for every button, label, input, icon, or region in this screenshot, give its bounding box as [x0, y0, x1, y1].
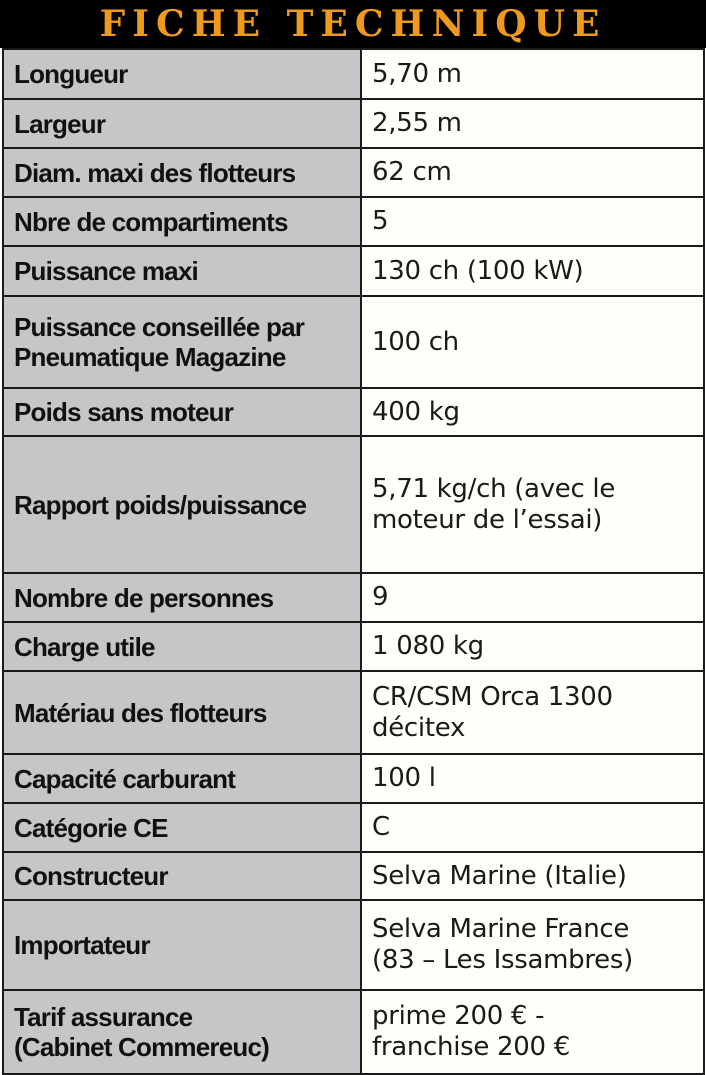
table-row-materiau — [3, 671, 704, 754]
row-label-cell — [3, 148, 361, 197]
row-label: Tarif assurance (Cabinet Commereuc) — [14, 1002, 269, 1062]
row-value-cell — [361, 99, 704, 148]
row-label-cell — [3, 388, 361, 436]
row-value-cell — [361, 852, 704, 900]
row-label: Diam. maxi des flotteurs — [14, 157, 296, 188]
spec-table — [2, 48, 705, 1075]
table-row-importateur — [3, 900, 704, 990]
row-value-cell — [361, 671, 704, 754]
row-value-cell — [361, 990, 704, 1074]
row-value-cell — [361, 436, 704, 573]
row-value: 9 — [372, 582, 389, 612]
row-value-cell — [361, 754, 704, 803]
table-row-charge — [3, 622, 704, 671]
row-value: C — [372, 812, 390, 842]
row-label: Puissance conseillée par Pneumatique Magazine — [14, 312, 305, 372]
row-label: Largeur — [14, 108, 106, 139]
row-value-cell — [361, 246, 704, 296]
table-row-longueur — [3, 49, 704, 99]
row-value-cell — [361, 148, 704, 197]
row-value: 2,55 m — [372, 108, 462, 138]
table-row-constructeur — [3, 852, 704, 900]
row-label: Nbre de compartiments — [14, 206, 288, 237]
row-value: 130 ch (100 kW) — [372, 255, 584, 286]
row-label-cell — [3, 573, 361, 622]
row-label-cell — [3, 900, 361, 990]
row-label: Nombre de personnes — [14, 582, 274, 613]
table-row-poids — [3, 388, 704, 436]
row-value: CR/CSM Orca 1300 décitex — [372, 681, 613, 743]
row-value-cell — [361, 49, 704, 99]
row-label-cell — [3, 754, 361, 803]
row-value: 5,70 m — [372, 58, 462, 89]
row-value: 100 l — [372, 763, 436, 793]
row-value-cell — [361, 803, 704, 852]
row-label: Capacité carburant — [14, 763, 236, 794]
row-value: 1 080 kg — [372, 631, 484, 661]
row-value: 5,71 kg/ch (avec le moteur de l’essai) — [372, 473, 616, 535]
table-row-largeur — [3, 99, 704, 148]
table-row-personnes — [3, 573, 704, 622]
row-value: 100 ch — [372, 326, 459, 357]
row-label-cell — [3, 803, 361, 852]
row-value: Selva Marine (Italie) — [372, 860, 627, 891]
row-value-cell — [361, 197, 704, 246]
row-label: Rapport poids/puissance — [14, 489, 307, 520]
row-label-cell — [3, 990, 361, 1074]
row-label-cell — [3, 852, 361, 900]
row-label: Constructeur — [14, 861, 168, 891]
table-row-categorie — [3, 803, 704, 852]
table-row-puissance-maxi — [3, 246, 704, 296]
row-value: Selva Marine France (83 – Les Issambres) — [372, 914, 633, 975]
row-label: Poids sans moteur — [14, 397, 234, 427]
row-label: Longueur — [14, 59, 128, 89]
table-row-puissance-conseillee — [3, 296, 704, 388]
row-value-cell — [361, 388, 704, 436]
row-label-cell — [3, 197, 361, 246]
row-label-cell — [3, 246, 361, 296]
row-label-cell — [3, 671, 361, 754]
row-label-cell — [3, 49, 361, 99]
row-label: Charge utile — [14, 631, 155, 662]
row-label-cell — [3, 296, 361, 388]
row-label: Matériau des flotteurs — [14, 697, 267, 728]
table-row-carburant — [3, 754, 704, 803]
row-label-cell — [3, 436, 361, 573]
row-value: 400 kg — [372, 396, 460, 427]
row-value: prime 200 € - franchise 200 € — [372, 1001, 570, 1062]
row-value: 5 — [372, 206, 389, 236]
row-label-cell — [3, 99, 361, 148]
row-label-cell — [3, 622, 361, 671]
title-bar — [0, 0, 706, 48]
row-value-cell — [361, 900, 704, 990]
row-value-cell — [361, 573, 704, 622]
row-label: Puissance maxi — [14, 256, 198, 286]
row-value-cell — [361, 296, 704, 388]
row-value: 62 cm — [372, 157, 452, 187]
table-row-compartiments — [3, 197, 704, 246]
row-value-cell — [361, 622, 704, 671]
page-title: FICHE TECHNIQUE — [99, 3, 607, 45]
row-label: Catégorie CE — [14, 812, 168, 843]
table-row-diametre — [3, 148, 704, 197]
table-row-rapport — [3, 436, 704, 573]
table-row-tarif — [3, 990, 704, 1074]
row-label: Importateur — [14, 930, 150, 960]
